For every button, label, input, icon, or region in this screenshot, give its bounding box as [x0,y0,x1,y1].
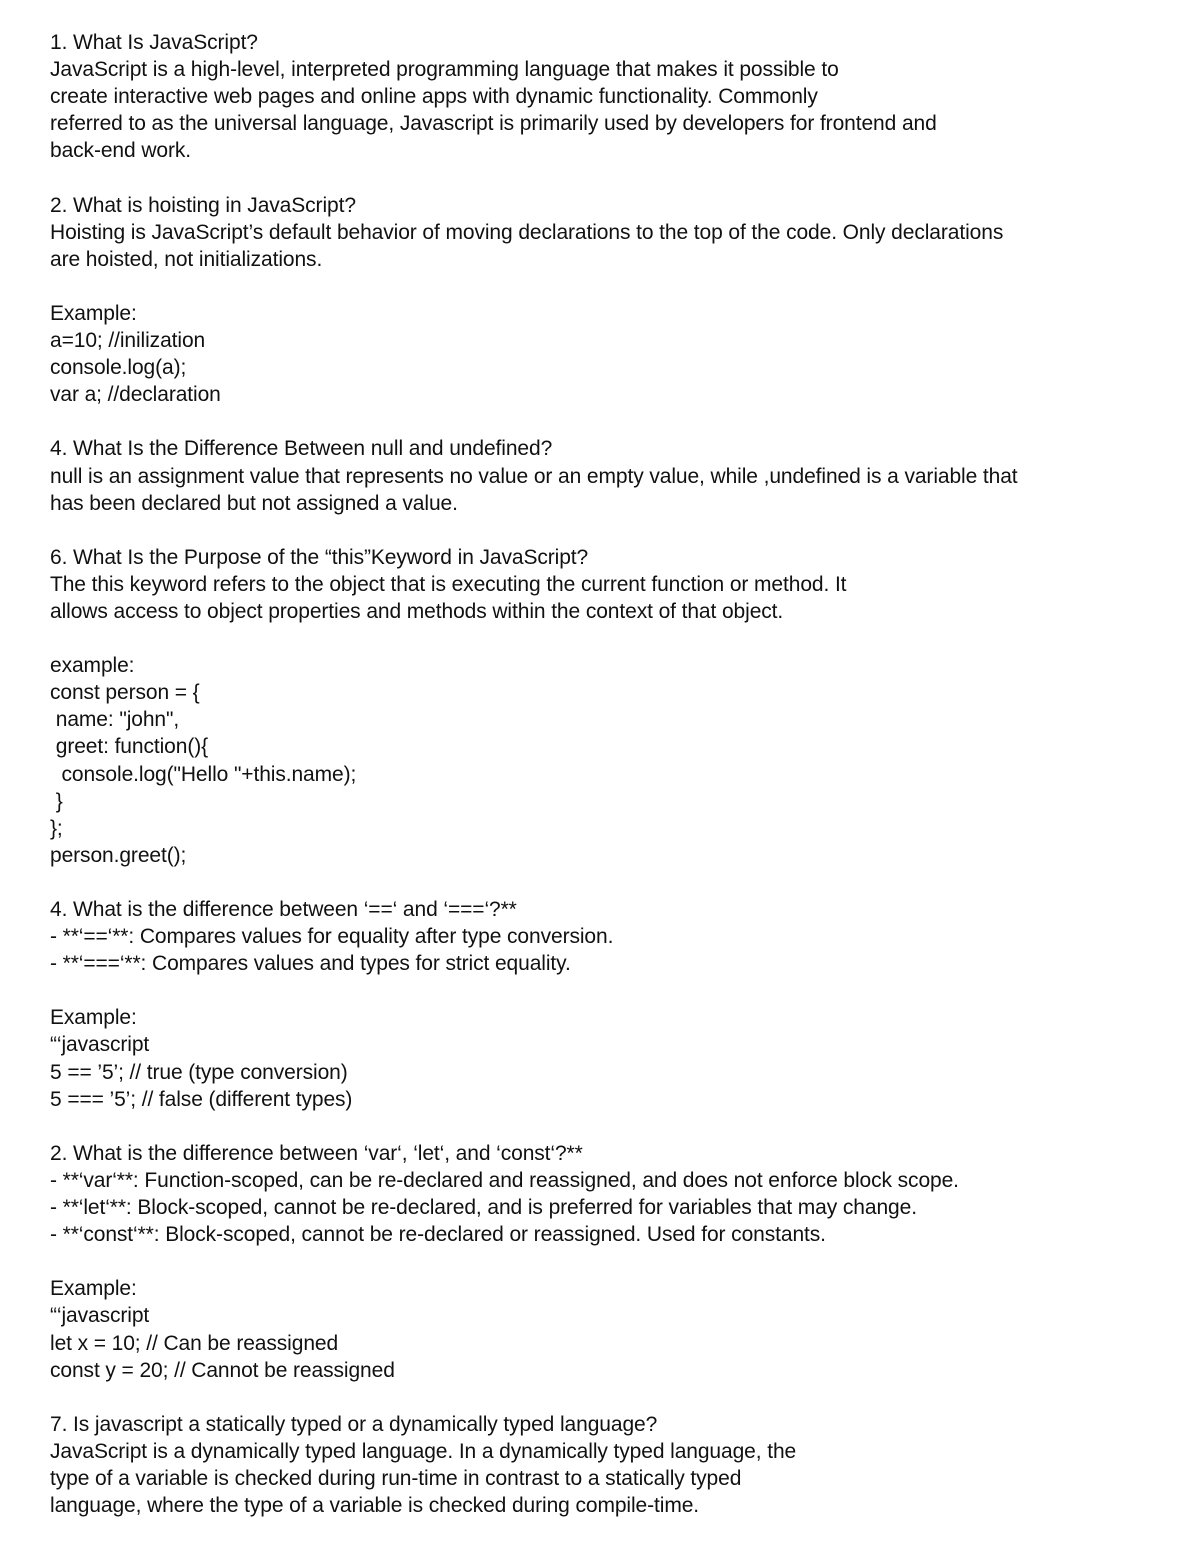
text-line: create interactive web pages and online apps with dynamic functionality. Commonly [50,85,818,109]
text-line: 2. What is hoisting in JavaScript? [50,193,356,217]
text-line: name: "john", [50,708,180,732]
text-line: - **‘===‘**: Compares values and types for strict equality. [50,952,571,976]
text-line: JavaScript is a dynamically typed language. In a dynamically typed language, the [50,1439,797,1463]
text-line: - **‘let‘**: Block-scoped, cannot be re-declared, and is preferred for variables that may change. [50,1196,917,1220]
text-line: has been declared but not assigned a value. [50,491,458,515]
document-body [50,29,1170,1519]
text-line: null is an assignment value that represents no value or an empty value, while ,undefined is a variable that [50,464,1018,488]
text-line: language, where the type of a variable is checked during compile-time. [50,1494,700,1518]
text-line: - **‘==‘**: Compares values for equality after type conversion. [50,925,614,949]
text-line: a=10; //inilization [50,329,206,353]
text-line: 5 == ’5’; // true (type conversion) [50,1060,348,1084]
text-line: } [50,789,63,813]
blank-line [50,1248,1170,1275]
text-line: “‘javascript [50,1033,150,1057]
blank-line [50,1113,1170,1140]
text-line: Hoisting is JavaScript’s default behavior of moving declarations to the top of the code. Only declarations [50,220,1004,244]
text-line: referred to as the universal language, Javascript is primarily used by developers for frontend and [50,112,937,136]
text-line: The this keyword refers to the object that is executing the current function or method. It [50,572,847,596]
text-line: const y = 20; // Cannot be reassigned [50,1358,395,1382]
blank-line [50,1384,1170,1411]
text-line: 6. What Is the Purpose of the “this”Keyword in JavaScript? [50,545,589,569]
text-line: example: [50,654,135,678]
text-line: greet: function(){ [50,735,209,759]
text-line: “‘javascript [50,1304,150,1328]
text-line: 2. What is the difference between ‘var‘, ‘let‘, and ‘const‘?** [50,1141,583,1165]
blank-line [50,869,1170,896]
text-line: var a; //declaration [50,383,221,407]
text-line: console.log("Hello "+this.name); [50,762,357,786]
blank-line [50,517,1170,544]
text-line: 5 === ’5’; // false (different types) [50,1087,353,1111]
text-line: }; [50,816,63,840]
text-line: 1. What Is JavaScript? [50,31,258,54]
blank-line [50,408,1170,435]
blank-line [50,164,1170,191]
blank-line [50,625,1170,652]
text-line: allows access to object properties and methods within the context of that object. [50,599,784,623]
blank-line [50,977,1170,1004]
text-line: Example: [50,301,137,325]
blank-line [50,273,1170,300]
text-line: person.greet(); [50,843,187,867]
text-line: - **‘const‘**: Block-scoped, cannot be re-declared or reassigned. Used for constants. [50,1223,826,1247]
text-line: const person = { [50,681,200,705]
text-line: let x = 10; // Can be reassigned [50,1331,339,1355]
text-line: console.log(a); [50,356,187,380]
text-line: Example: [50,1277,137,1301]
text-line: 7. Is javascript a statically typed or a dynamically typed language? [50,1412,658,1436]
text-line: 4. What is the difference between ‘==‘ and ‘===‘?** [50,898,517,921]
text-line: - **‘var‘**: Function-scoped, can be re-declared and reassigned, and does not enforce block scope. [50,1168,959,1192]
text-line: are hoisted, not initializations. [50,247,323,271]
text-line: back-end work. [50,139,191,163]
text-line: type of a variable is checked during run-time in contrast to a statically typed [50,1466,742,1490]
text-line: JavaScript is a high-level, interpreted programming language that makes it possible to [50,58,839,82]
text-line: Example: [50,1006,137,1030]
text-line: 4. What Is the Difference Between null and undefined? [50,437,553,461]
